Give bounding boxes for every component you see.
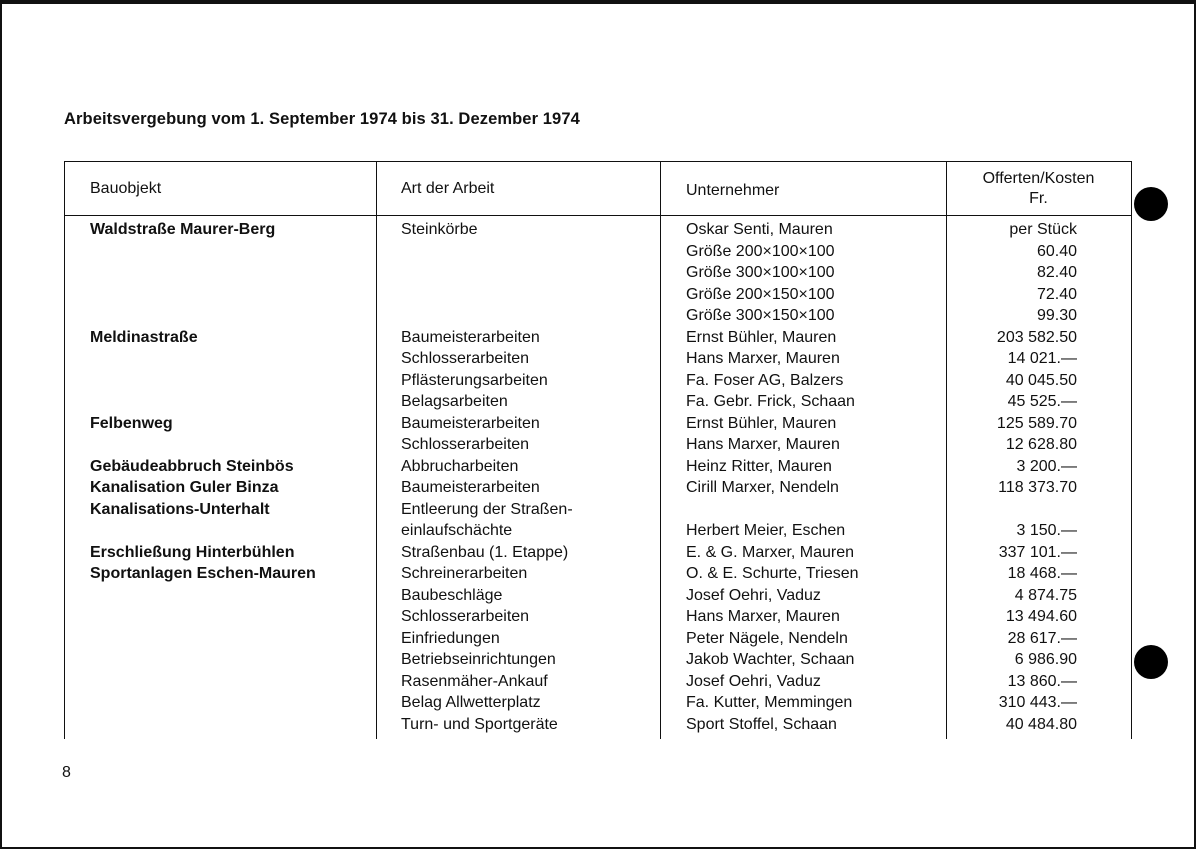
cell-unternehmer: Cirill Marxer, Nendeln: [686, 479, 839, 496]
cell-art-der-arbeit: Betriebseinrichtungen: [401, 651, 556, 668]
cell-kosten: 14 021.—: [1007, 350, 1077, 367]
cell-art-der-arbeit: Rasenmäher-Ankauf: [401, 672, 548, 690]
table-row: [64, 714, 1132, 736]
cell-kosten: 310 443.—: [998, 694, 1077, 711]
cell-kosten: 18 468.—: [1007, 565, 1077, 582]
cell-kosten: 60.40: [1036, 242, 1077, 260]
cell-unternehmer: Herbert Meier, Eschen: [686, 522, 846, 539]
cell-bauobjekt: Felbenweg: [90, 414, 173, 432]
cell-kosten: 125 589.70: [996, 414, 1077, 432]
table-row: [64, 520, 1132, 542]
cell-unternehmer: Peter Nägele, Nendeln: [686, 629, 848, 647]
table-row: [64, 585, 1132, 607]
page-title: Arbeitsvergebung vom 1. September 1974 bis 31. Dezember 1974: [64, 110, 580, 128]
cell-kosten: 337 101.—: [998, 543, 1077, 561]
table-row: [64, 434, 1132, 456]
table-row: [64, 649, 1132, 671]
table-row: [64, 456, 1132, 478]
table-row: [64, 692, 1132, 714]
contracts-table: [64, 161, 1132, 739]
cell-unternehmer: Fa. Gebr. Frick, Schaan: [686, 393, 855, 410]
cell-unternehmer: Hans Marxer, Mauren: [686, 608, 840, 625]
table-row: [64, 477, 1132, 499]
table-row: [64, 542, 1132, 564]
cell-bauobjekt: Erschließung Hinterbühlen: [90, 543, 295, 561]
table-row: [64, 327, 1132, 349]
cell-art-der-arbeit: Schlosserarbeiten: [401, 350, 530, 367]
table-row: [64, 671, 1132, 693]
cell-unternehmer: Größe 200×150×100: [686, 285, 835, 303]
cell-kosten: 99.30: [1036, 307, 1077, 324]
cell-art-der-arbeit: einlaufschächte: [401, 522, 513, 539]
cell-bauobjekt: Meldinastraße: [90, 328, 198, 346]
header-bauobjekt: Bauobjekt: [90, 180, 162, 197]
table-row: [64, 628, 1132, 650]
cell-kosten: 3 200.—: [1016, 457, 1077, 475]
table-row: [64, 370, 1132, 392]
binder-hole-bottom: [1134, 645, 1168, 679]
cell-art-der-arbeit: Straßenbau (1. Etappe): [401, 543, 569, 561]
table-row: [64, 563, 1132, 585]
page-number: 8: [62, 764, 71, 781]
binder-hole-top: [1134, 187, 1168, 221]
cell-art-der-arbeit: Baumeisterarbeiten: [401, 479, 540, 496]
table-row: [64, 241, 1132, 263]
cell-unternehmer: Größe 200×100×100: [686, 242, 835, 260]
cell-unternehmer: Heinz Ritter, Mauren: [686, 457, 832, 475]
cell-kosten: 40 484.80: [1005, 715, 1077, 733]
cell-kosten: 13 860.—: [1007, 672, 1077, 690]
header-kosten-line2: Fr.: [1029, 190, 1048, 207]
cell-kosten: 45 525.—: [1007, 393, 1077, 410]
cell-art-der-arbeit: Schreinerarbeiten: [401, 565, 528, 582]
cell-kosten: 203 582.50: [996, 328, 1077, 346]
cell-art-der-arbeit: Pflästerungsarbeiten: [401, 371, 548, 389]
cell-art-der-arbeit: Baumeisterarbeiten: [401, 328, 540, 346]
cell-art-der-arbeit: Baumeisterarbeiten: [401, 414, 540, 432]
header-bottom-rule: [64, 215, 1132, 216]
cell-unternehmer: Josef Oehri, Vaduz: [686, 586, 821, 604]
cell-unternehmer: E. & G. Marxer, Mauren: [686, 543, 855, 561]
table-row: [64, 391, 1132, 413]
cell-kosten: 40 045.50: [1005, 371, 1077, 389]
cell-art-der-arbeit: Steinkörbe: [401, 221, 478, 238]
cell-kosten: 6 986.90: [1014, 651, 1077, 668]
cell-art-der-arbeit: Einfriedungen: [401, 629, 500, 647]
header-kosten: [946, 169, 1131, 209]
cell-unternehmer: Jakob Wachter, Schaan: [686, 651, 855, 668]
cell-unternehmer: Hans Marxer, Mauren: [686, 436, 840, 453]
cell-art-der-arbeit: Belagsarbeiten: [401, 393, 508, 410]
cell-unternehmer: Ernst Bühler, Mauren: [686, 328, 837, 346]
cell-kosten: 82.40: [1036, 264, 1077, 281]
cell-art-der-arbeit: Entleerung der Straßen-: [401, 500, 573, 518]
cell-unternehmer: Größe 300×150×100: [686, 307, 835, 324]
cell-kosten: 28 617.—: [1007, 629, 1077, 647]
cell-unternehmer: Josef Oehri, Vaduz: [686, 672, 821, 690]
cell-kosten: 12 628.80: [1005, 436, 1077, 453]
cell-unternehmer: Fa. Kutter, Memmingen: [686, 694, 853, 711]
cell-kosten: per Stück: [1009, 221, 1077, 238]
cell-bauobjekt: Sportanlagen Eschen-Mauren: [90, 565, 316, 582]
cell-bauobjekt: Waldstraße Maurer-Berg: [90, 221, 276, 238]
cell-unternehmer: O. & E. Schurte, Triesen: [686, 565, 859, 582]
cell-kosten: 13 494.60: [1005, 608, 1077, 625]
cell-art-der-arbeit: Baubeschläge: [401, 586, 503, 604]
cell-art-der-arbeit: Schlosserarbeiten: [401, 436, 530, 453]
cell-art-der-arbeit: Schlosserarbeiten: [401, 608, 530, 625]
cell-kosten: 3 150.—: [1016, 522, 1077, 539]
header-kosten-line1: Offerten/Kosten: [982, 170, 1095, 187]
cell-unternehmer: Fa. Foser AG, Balzers: [686, 371, 844, 389]
cell-kosten: 4 874.75: [1014, 586, 1077, 604]
table-row: [64, 606, 1132, 628]
table-top-rule: [64, 161, 1132, 162]
table-body: [64, 219, 1132, 735]
cell-unternehmer: Größe 300×100×100: [686, 264, 835, 281]
table-row: [64, 499, 1132, 521]
cell-unternehmer: Ernst Bühler, Mauren: [686, 414, 837, 432]
cell-art-der-arbeit: Belag Allwetterplatz: [401, 694, 541, 711]
cell-unternehmer: Hans Marxer, Mauren: [686, 350, 840, 367]
cell-bauobjekt: Kanalisations-Unterhalt: [90, 500, 270, 518]
cell-art-der-arbeit: Turn- und Sportgeräte: [401, 715, 558, 733]
header-art-der-arbeit: Art der Arbeit: [401, 180, 495, 197]
cell-kosten: 72.40: [1036, 285, 1077, 303]
table-row: [64, 413, 1132, 435]
table-row: [64, 219, 1132, 241]
table-row: [64, 305, 1132, 327]
cell-unternehmer: Oskar Senti, Mauren: [686, 221, 833, 238]
table-row: [64, 348, 1132, 370]
cell-bauobjekt: Gebäudeabbruch Steinbös: [90, 457, 294, 475]
cell-art-der-arbeit: Abbrucharbeiten: [401, 457, 519, 475]
table-row: [64, 262, 1132, 284]
table-row: [64, 284, 1132, 306]
cell-bauobjekt: Kanalisation Guler Binza: [90, 479, 279, 496]
cell-kosten: 118 373.70: [998, 479, 1077, 496]
cell-unternehmer: Sport Stoffel, Schaan: [686, 715, 837, 733]
header-unternehmer: Unternehmer: [686, 182, 780, 199]
